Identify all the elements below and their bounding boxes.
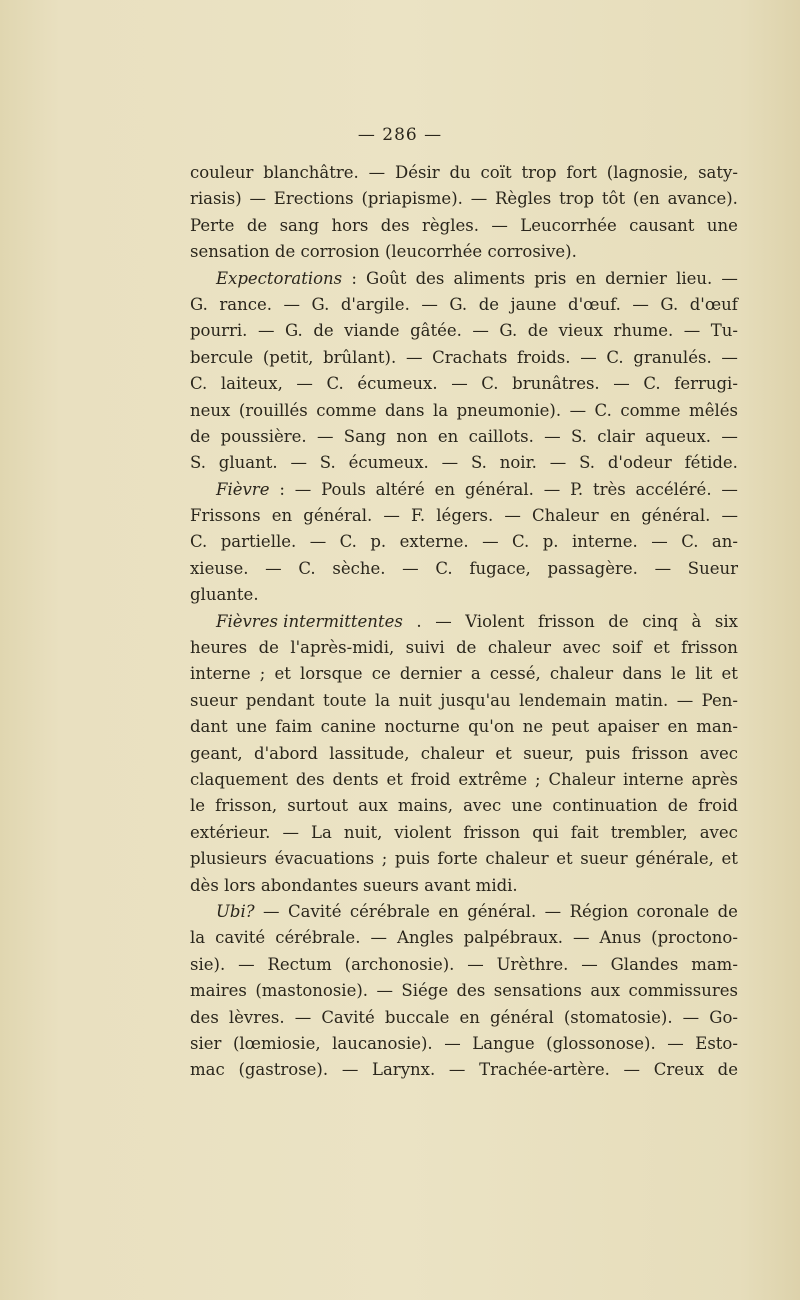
- text-line: sueur pendant toute la nuit jusqu'au lendemain matin. — Pen-: [190, 690, 738, 710]
- text-line: plusieurs évacuations ; puis forte chaleur et sueur générale, et: [190, 849, 738, 869]
- text-line: C. laiteux, — C. écumeux. — C. brunâtres. — C. ferrugi-: [190, 374, 738, 394]
- text-line: Fièvres intermittentes . — Violent frisson de cinq à six: [216, 611, 738, 631]
- page-number: — 286 —: [357, 125, 443, 145]
- text-line: C. partielle. — C. p. externe. — C. p. interne. — C. an-: [190, 532, 738, 552]
- text-line: dès lors abondantes sueurs avant midi.: [190, 875, 518, 895]
- text-line: interne ; et lorsque ce dernier a cessé, chaleur dans le lit et: [190, 664, 738, 684]
- text-line: Fièvre : — Pouls altéré en général. — P. très accéléré. —: [216, 479, 738, 499]
- text-line: Expectorations : Goût des aliments pris en dernier lieu. —: [216, 268, 738, 288]
- text-line: xieuse. — C. sèche. — C. fugace, passagère. — Sueur: [190, 558, 738, 578]
- text-line: S. gluant. — S. écumeux. — S. noir. — S. d'odeur fétide.: [190, 453, 738, 473]
- text-line: des lèvres. — Cavité buccale en général (stomatosie). — Go-: [190, 1007, 738, 1027]
- text-line: de poussière. — Sang non en caillots. — S. clair aqueux. —: [190, 426, 738, 446]
- text-line: G. rance. — G. d'argile. — G. de jaune d'œuf. — G. d'œuf: [190, 294, 738, 314]
- text-line: gluante.: [190, 585, 259, 605]
- text-line: couleur blanchâtre. — Désir du coït trop fort (lagnosie, saty-: [190, 163, 738, 182]
- text-line: neux (rouillés comme dans la pneumonie). — C. comme mêlés: [190, 400, 738, 420]
- text-line: le frisson, surtout aux mains, avec une continuation de froid: [190, 796, 738, 816]
- text-line: sie). — Rectum (archonosie). — Urèthre. — Glandes mam-: [190, 954, 738, 974]
- text-line: claquement des dents et froid extrême ; Chaleur interne après: [190, 769, 738, 789]
- text-line: mac (gastrose). — Larynx. — Trachée-artère. — Creux de: [190, 1060, 738, 1080]
- text-line: pourri. — G. de viande gâtée. — G. de vieux rhume. — Tu-: [190, 321, 738, 341]
- text-line: Frissons en général. — F. légers. — Chaleur en général. —: [190, 506, 738, 526]
- text-line: sier (lœmiosie, laucanosie). — Langue (glossonose). — Esto-: [190, 1033, 738, 1053]
- text-line: heures de l'après-midi, suivi de chaleur avec soif et frisson: [190, 638, 738, 658]
- text-line: extérieur. — La nuit, violent frisson qui fait trembler, avec: [190, 822, 738, 842]
- text-line: bercule (petit, brûlant). — Crachats froids. — C. granulés. —: [190, 347, 738, 367]
- body-text: [190, 160, 738, 1084]
- text-line: la cavité cérébrale. — Angles palpébraux. — Anus (proctono-: [190, 928, 738, 948]
- text-line: geant, d'abord lassitude, chaleur et sueur, puis frisson avec: [190, 743, 738, 763]
- text-line: Perte de sang hors des règles. — Leucorrhée causant une: [190, 215, 738, 235]
- text-line: Ubi? — Cavité cérébrale en général. — Région coronale de: [216, 901, 738, 921]
- text-line: maires (mastonosie). — Siége des sensations aux commissures: [190, 981, 738, 1001]
- text-line: dant une faim canine nocturne qu'on ne peut apaiser en man-: [190, 717, 738, 737]
- text-line: riasis) — Erections (priapisme). — Règles trop tôt (en avance).: [190, 189, 738, 209]
- text-line: sensation de corrosion (leucorrhée corrosive).: [190, 242, 577, 262]
